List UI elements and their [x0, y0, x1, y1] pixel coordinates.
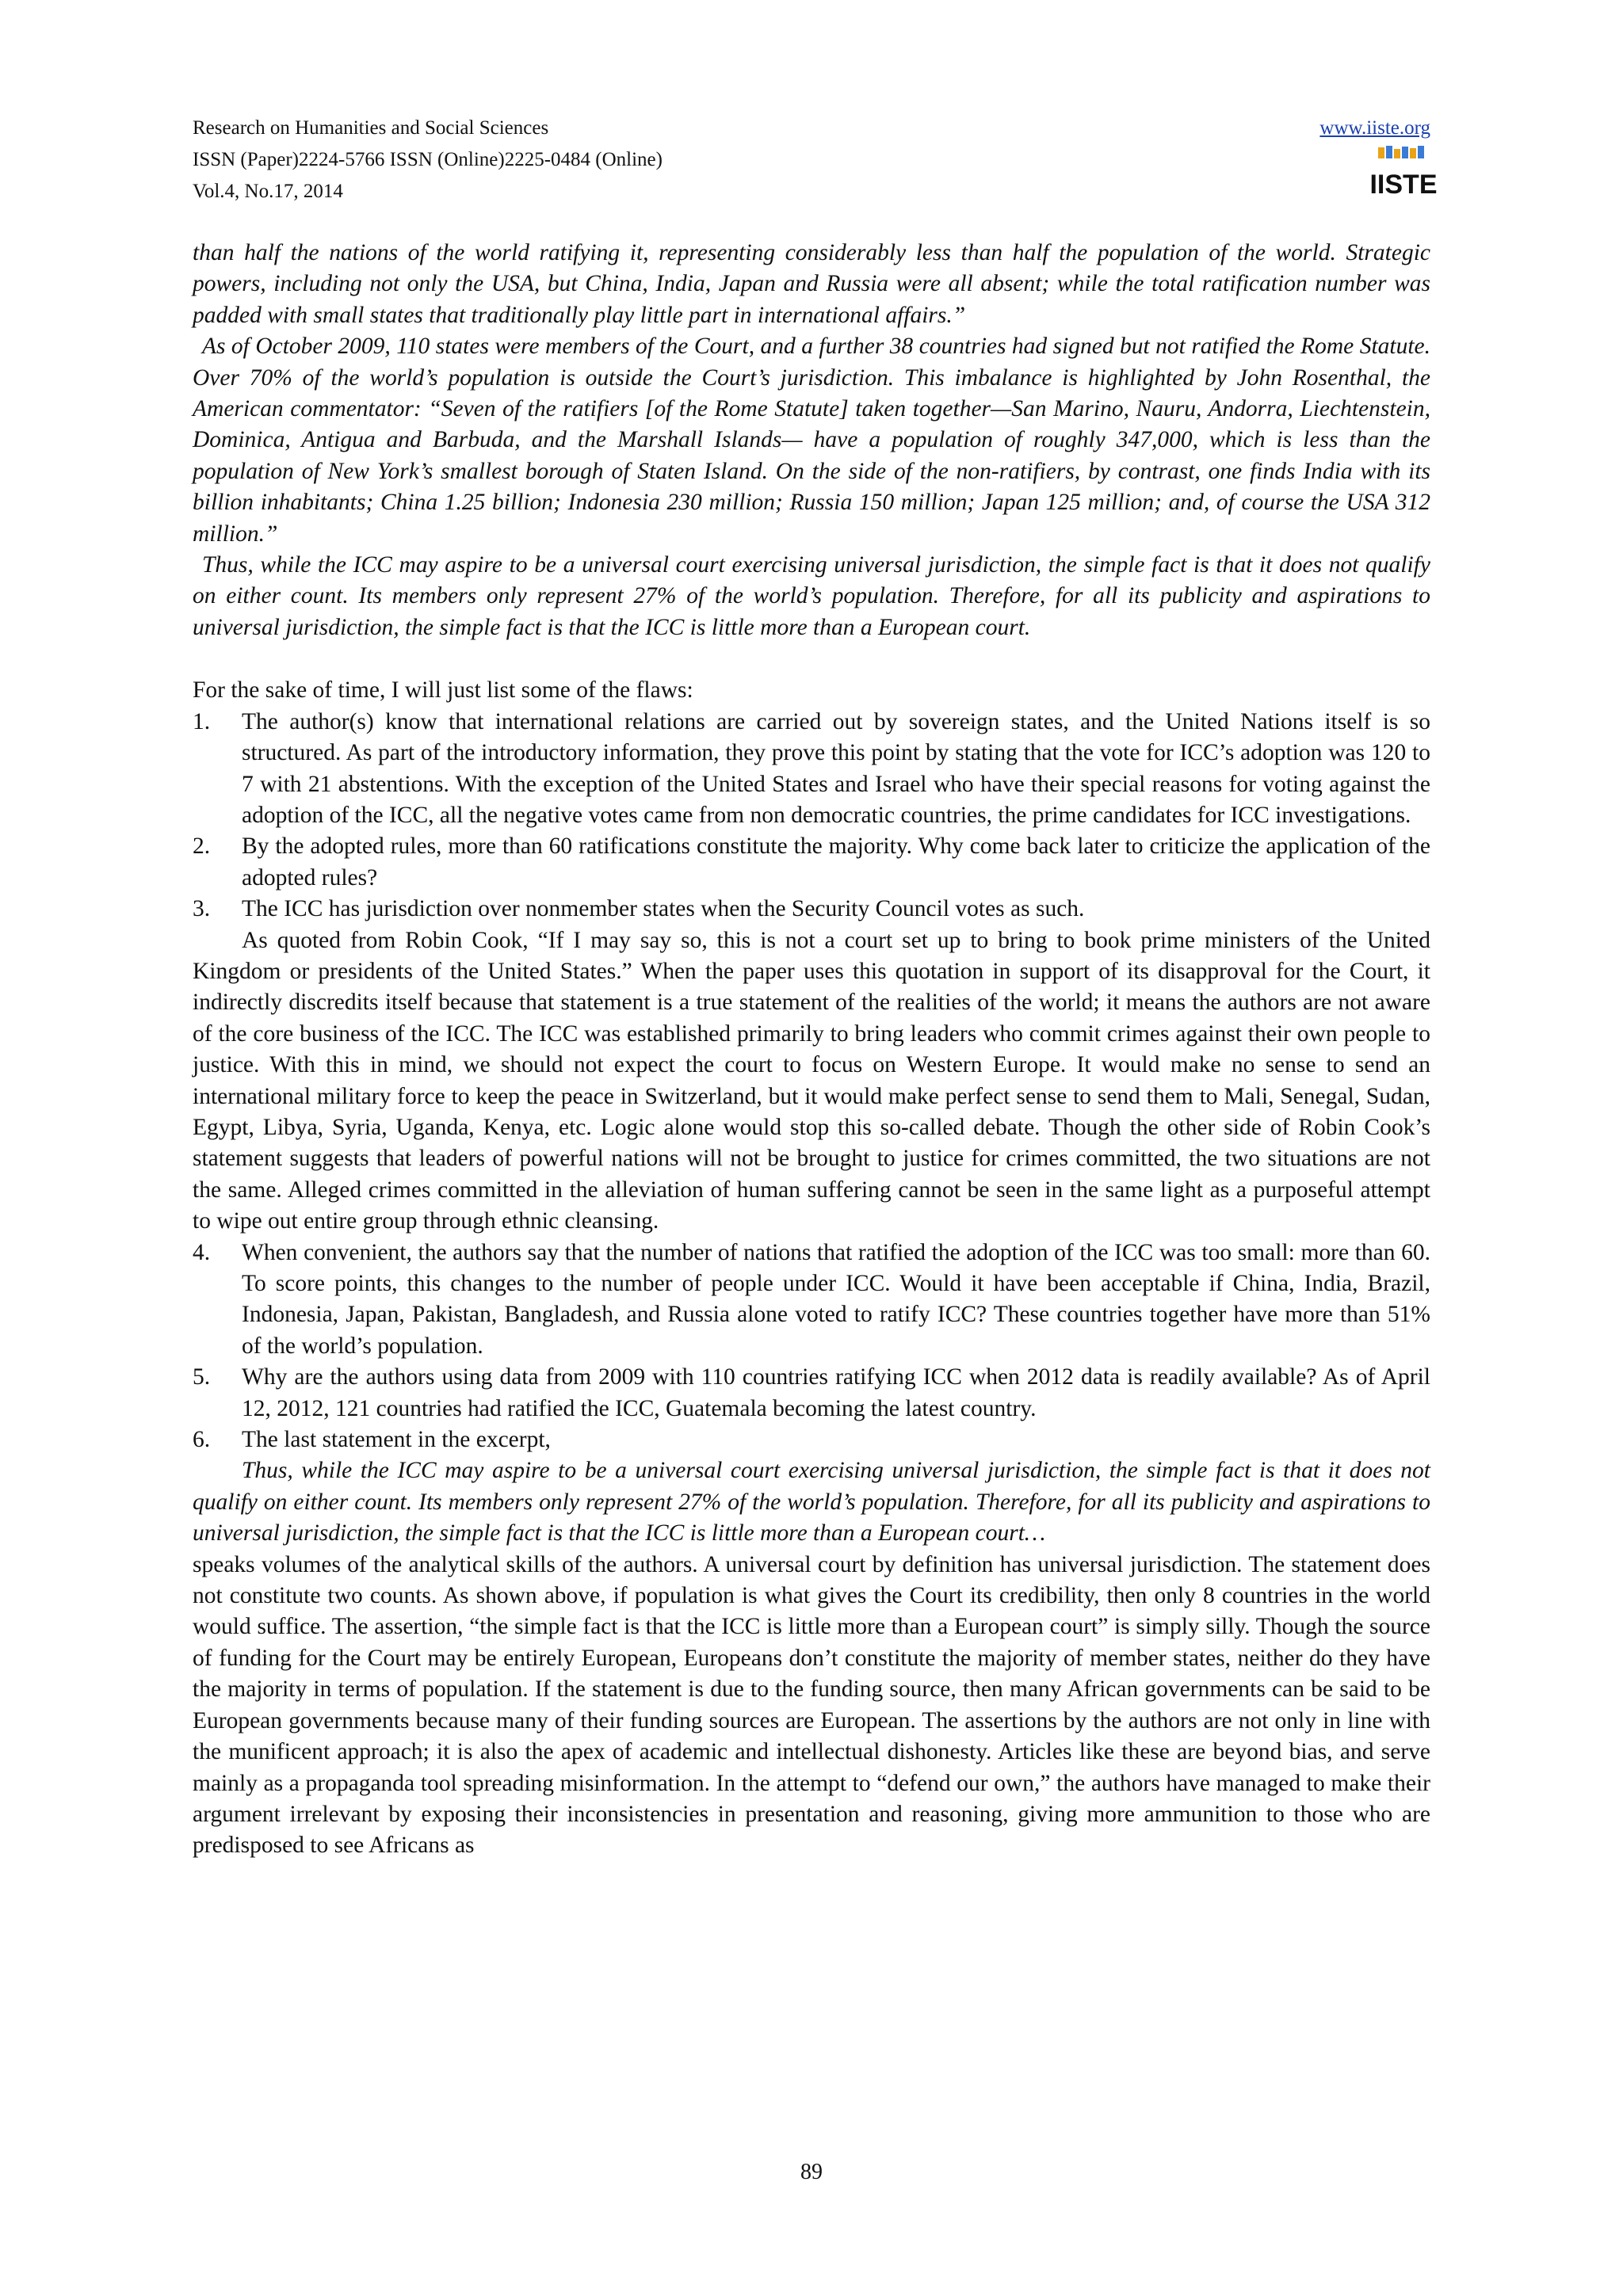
volume-line: Vol.4, No.17, 2014: [193, 181, 343, 202]
concluding-paragraph: speaks volumes of the analytical skills of the authors. A universal court by definition has universal jurisdiction. The statement does not constitute two counts. As shown above, if population is what gives the Court its credibility, then only 8 countries in the world would suffice. The assertion, “the simple fact is that the ICC is little more than a European court” is simply silly. Though the source of funding for the Court may be entirely European, Europeans don’t constitute the majority of member states, neither do they have the majority in terms of population. If the statement is due to the funding source, then many African governments can be said to be European governments because many of their funding sources are European. The assertions by the authors are not only in line with the munificent approach; it is also the apex of academic and intellectual dishonesty. Articles like these are beyond bias, and serve mainly as a propaganda tool spreading misinformation. In the attempt to “defend our own,” the authors have managed to make their argument irrelevant by exposing their inconsistencies in presentation and reasoning, giving more ammunition to those who are predisposed to see Africans as: [193, 1551, 1430, 1859]
issn-line: ISSN (Paper)2224-5766 ISSN (Online)2225-0484 (Online): [193, 149, 663, 170]
quoted-paragraph-2: As of October 2009, 110 states were members of the Court, and a further 38 countries had signed but not ratified the Rome Statute. Over 70% of the world’s population is outside the Court’s jurisdiction. This imbalance is highlighted by John Rosenthal, the American commentator: “Seven of the ratifiers [of the Rome Statute] taken together—San Marino, Nauru, Andorra, Liechtenstein, Dominica, Antigua and Barbuda, and the Marshall Islands— have a population of roughly 347,000, which is less than the population of New York’s smallest borough of Staten Island. On the side of the non-ratifiers, by contrast, one finds India with its billion inhabitants; China 1.25 billion; Indonesia 230 million; Russia 150 million; Japan 125 million; and, of course the USA 312 million.”: [193, 334, 1430, 547]
list-item: 6. The last statement in the excerpt,: [193, 1427, 551, 1453]
quoted-paragraph-3: Thus, while the ICC may aspire to be a universal court exercising universal jurisdiction, the simple fact is that it does not qualify on either count. Its members only represent 27% of the world’s population. Therefore, for all its publicity and aspirations to universal jurisdiction, the simple fact is that the ICC is little more than a European court.: [193, 552, 1430, 640]
svg-text:IISTE: IISTE: [1369, 170, 1438, 200]
page-header: [193, 113, 1438, 208]
list-item: 3. The ICC has jurisdiction over nonmember states when the Security Council votes as such.: [193, 896, 1085, 922]
robin-cook-paragraph: As quoted from Robin Cook, “If I may say so, this is not a court set up to bring to book prime ministers of the United Kingdom or presidents of the United States.” When the paper uses this quotation in support of its disapproval for the Court, it indirectly discredits itself because that statement is a true statement of the realities of the world; it means the authors are not aware of the core business of the ICC. The ICC was established primarily to bring leaders who commit crimes against their own people to justice. With this in mind, we should not expect the court to focus on Western Europe. It would make no sense to send an international military force to keep the peace in Switzerland, but it would make perfect sense to send them to Mali, Senegal, Sudan, Egypt, Libya, Syria, Uganda, Kenya, etc. Logic alone would stop this so-called debate. Though the other side of Robin Cook’s statement suggests that leaders of powerful nations will not be brought to justice for crimes committed, the two situations are not the same. Alleged crimes committed in the alleviation of human suffering cannot be seen in the same light as a purposeful attempt to wipe out entire group through ethnic cleansing.: [193, 927, 1430, 1234]
flaws-intro: For the sake of time, I will just list some of the flaws:: [193, 677, 693, 704]
journal-name: Research on Humanities and Social Sciences: [193, 117, 549, 139]
list-item: 5. Why are the authors using data from 2009 with 110 countries ratifying ICC when 2012 data is readily available? As of April 12, 2012, 121 countries had ratified the ICC, Guatemala becoming the latest country.: [193, 1364, 1430, 1421]
iiste-logo-icon: [1369, 144, 1438, 201]
quoted-paragraph-1: than half the nations of the world ratifying it, representing considerably less than half the population of the world. Strategic powers, including not only the USA, but China, India, Japan and Russia were all absent; while the total ratification number was padded with small states that traditionally play little part in international affairs.”: [193, 240, 1430, 328]
list-item: 4. When convenient, the authors say that the number of nations that ratified the adoption of the ICC was too small: more than 60. To score points, this changes to the number of people under ICC. Would it have been acceptable if China, India, Brazil, Indonesia, Japan, Pakistan, Bangladesh, and Russia alone voted to ratify ICC? These countries together have more than 51% of the world’s population.: [193, 1239, 1430, 1359]
list-item: 1. The author(s) know that international relations are carried out by sovereign states, and the United Nations itself is so structured. As part of the introductory information, they prove this point by stating that the vote for ICC’s adoption was 120 to 7 with 21 abstentions. With the exception of the United States and Israel who have their special reasons for voting against the adoption of the ICC, all the negative votes came from non democratic countries, the prime candidates for ICC investigations.: [193, 708, 1430, 828]
article-body: [193, 238, 1430, 1862]
journal-url-link[interactable]: www.iiste.org: [1319, 117, 1430, 139]
page-number: 89: [800, 2160, 823, 2184]
list-item: 2. By the adopted rules, more than 60 ratifications constitute the majority. Why come back later to criticize the application of the adopted rules?: [193, 833, 1430, 891]
block-quote: Thus, while the ICC may aspire to be a universal court exercising universal jurisdiction, the simple fact is that it does not qualify on either count. Its members only represent 27% of the world’s population. Therefore, for all its publicity and aspirations to universal jurisdiction, the simple fact is that the ICC is little more than a European court…: [193, 1458, 1430, 1547]
